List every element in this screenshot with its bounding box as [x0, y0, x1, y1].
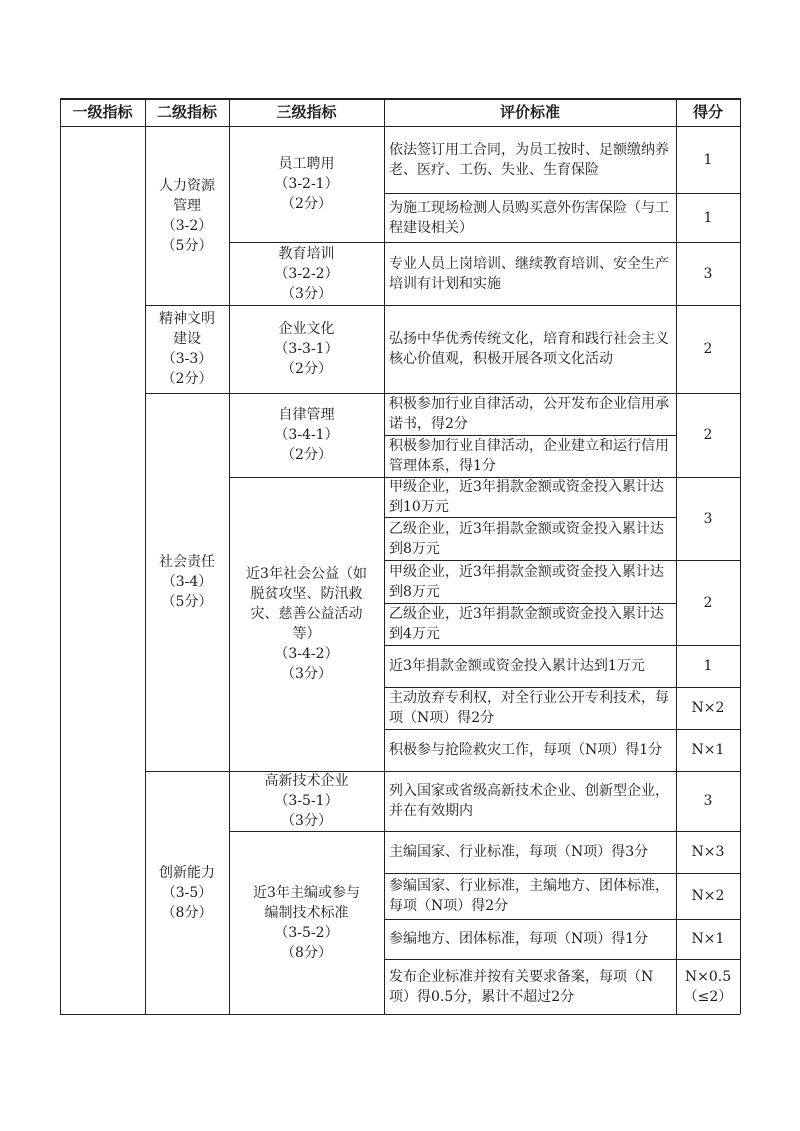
table-rule	[384, 477, 676, 478]
level3-cell	[229, 477, 384, 771]
table-rule	[676, 242, 740, 243]
level3-line: 等）	[292, 626, 321, 642]
table-rule	[229, 831, 384, 832]
criteria-cell	[384, 126, 676, 193]
table-rule	[229, 242, 384, 243]
level3-text	[253, 883, 360, 963]
level2-line: 精神文明	[159, 311, 215, 327]
table-rule	[60, 1014, 740, 1015]
level2-cell	[145, 126, 229, 305]
level3-line: （3-5-2）	[274, 924, 339, 941]
level3-line: （3-3-1）	[274, 341, 339, 357]
criteria-cell	[384, 919, 676, 959]
score-text	[684, 967, 733, 1007]
level3-text	[274, 319, 338, 379]
criteria-cell	[384, 959, 676, 1014]
score-line: N×1	[691, 742, 725, 758]
table-rule	[60, 98, 740, 100]
table-rule	[676, 645, 740, 646]
score-cell	[676, 729, 740, 771]
table-rule	[384, 193, 676, 194]
level2-text	[159, 309, 215, 389]
criteria-cell	[384, 560, 676, 603]
score-line: N×1	[691, 931, 725, 947]
table-rule	[676, 919, 740, 920]
table-rule	[384, 831, 676, 832]
level3-text	[265, 771, 349, 831]
level2-cell	[145, 393, 229, 771]
table-rule	[384, 919, 676, 920]
table-rule	[384, 959, 676, 960]
level1-cell	[60, 126, 145, 1014]
table-rule	[384, 603, 676, 604]
column-header	[384, 98, 676, 126]
score-text	[692, 842, 725, 862]
level3-cell	[229, 831, 384, 1014]
score-text	[704, 593, 713, 613]
level3-line: （3-4-1）	[274, 427, 339, 443]
level2-text	[159, 552, 215, 612]
table-rule	[229, 98, 230, 1014]
criteria-text: 发布企业标准并按有关要求备案，每项（N项）得0.5分，累计不超过2分	[389, 968, 654, 1005]
table-rule	[384, 771, 676, 772]
criteria-cell	[384, 687, 676, 729]
level3-cell	[229, 242, 384, 305]
score-cell	[676, 873, 740, 919]
level2-line: 创新能力	[159, 864, 215, 881]
level3-line: 自律管理	[278, 407, 335, 423]
table-rule	[676, 393, 740, 394]
table-rule	[229, 771, 384, 772]
score-line: 3	[703, 793, 713, 809]
level3-line: 灾、慈善公益活动	[250, 606, 363, 622]
criteria-text: 列入国家或省级高新技术企业、创新型企业，并在有效期内	[389, 783, 669, 819]
criteria-cell	[384, 603, 676, 645]
score-cell	[676, 919, 740, 959]
score-text	[704, 656, 713, 676]
score-line: 1	[703, 151, 713, 168]
level3-cell	[229, 771, 384, 831]
score-cell	[676, 193, 740, 242]
table-rule	[676, 560, 740, 561]
column-header	[229, 98, 384, 126]
score-text	[704, 425, 713, 445]
level2-line: （2分）	[161, 371, 213, 387]
criteria-text: 甲级企业，近3年捐款金额或资金投入累计达到10万元	[389, 479, 664, 515]
level2-text	[159, 176, 215, 256]
score-cell	[676, 477, 740, 560]
criteria-cell	[384, 477, 676, 517]
table-rule	[384, 560, 676, 561]
table-rule	[384, 242, 676, 243]
score-line: N×2	[691, 700, 725, 716]
score-text	[692, 740, 725, 760]
level3-line: （2分）	[281, 447, 332, 463]
level3-line: 编制技术标准	[264, 904, 349, 921]
level3-line: （8分）	[281, 944, 332, 961]
table-rule	[384, 517, 676, 518]
level3-line: （2分）	[281, 361, 332, 377]
table-rule	[145, 771, 229, 772]
level3-line: 脱贫攻坚、防汛救	[250, 586, 363, 602]
criteria-text: 乙级企业，近3年捐款金额或资金投入累计达到4万元	[389, 606, 664, 642]
criteria-cell	[384, 831, 676, 873]
table-rule	[384, 98, 385, 1014]
criteria-text: 积极参加行业自律活动，公开发布企业信用承诺书，得2分	[389, 396, 669, 432]
criteria-text: 积极参与抢险救灾工作，每项（N项）得1分	[389, 742, 663, 758]
score-cell	[676, 242, 740, 305]
score-line: 3	[703, 510, 713, 527]
table-rule	[676, 873, 740, 874]
level3-cell	[229, 305, 384, 393]
table-rule	[384, 873, 676, 874]
criteria-text: 乙级企业，近3年捐款金额或资金投入累计达到8万元	[389, 520, 664, 557]
level3-line: 近3年社会公益（如	[246, 566, 367, 582]
column-header-label: 二级指标	[156, 103, 217, 121]
criteria-cell	[384, 873, 676, 919]
column-header-label: 得分	[692, 103, 723, 121]
level3-line: （3分）	[281, 285, 332, 302]
table-rule	[676, 305, 740, 306]
table-rule	[384, 305, 676, 306]
table-rule	[384, 393, 676, 394]
table-rule	[384, 729, 676, 730]
score-cell	[676, 771, 740, 831]
level2-line: （5分）	[161, 237, 213, 254]
level3-line: （3-2-2）	[274, 265, 339, 282]
criteria-text: 积极参加行业自律活动，企业建立和运行信用管理体系，得1分	[389, 438, 669, 474]
column-header-label: 评价标准	[499, 103, 560, 121]
level3-line: 高新技术企业	[264, 773, 349, 789]
level3-text	[274, 154, 338, 214]
table-rule	[229, 305, 384, 306]
level2-line: （3-3）	[161, 351, 213, 367]
table-rule	[676, 687, 740, 688]
table-rule	[676, 98, 677, 1014]
score-text	[704, 264, 713, 284]
level3-line: 员工聘用	[278, 156, 335, 172]
table-rule	[145, 393, 229, 394]
level2-line: 建设	[173, 331, 201, 347]
criteria-cell	[384, 242, 676, 305]
table-rule	[384, 645, 676, 646]
table-rule	[384, 435, 676, 436]
criteria-text: 主编国家、行业标准，每项（N项）得3分	[389, 844, 649, 860]
level3-line: 近3年主编或参与	[253, 884, 360, 901]
level3-line: （3-2-1）	[274, 176, 339, 192]
table-rule	[384, 687, 676, 688]
score-line: N×3	[691, 844, 725, 860]
score-text	[704, 208, 713, 228]
table-rule	[676, 959, 740, 960]
level3-line: 企业文化	[278, 321, 335, 337]
score-line: 1	[703, 658, 713, 674]
level2-cell	[145, 305, 229, 393]
level3-cell	[229, 126, 384, 242]
table-rule	[60, 126, 740, 127]
criteria-cell	[384, 645, 676, 687]
score-cell	[676, 393, 740, 477]
score-cell	[676, 959, 740, 1014]
score-text	[704, 791, 713, 811]
table-rule	[740, 98, 741, 1014]
level2-line: （3-4）	[161, 574, 213, 590]
level2-line: （5分）	[161, 594, 213, 610]
criteria-cell	[384, 193, 676, 242]
level2-text	[159, 863, 215, 923]
level2-line: （3-5）	[161, 884, 213, 901]
level2-line: 社会责任	[159, 554, 215, 570]
score-text	[692, 698, 725, 718]
score-text	[692, 886, 725, 906]
criteria-cell	[384, 393, 676, 435]
criteria-cell	[384, 771, 676, 831]
level3-text	[274, 405, 338, 465]
level3-line: （2分）	[281, 196, 332, 212]
score-line: 3	[703, 265, 713, 282]
score-cell	[676, 305, 740, 393]
score-line: N×0.5	[684, 968, 732, 985]
column-header-label: 三级指标	[276, 103, 337, 121]
criteria-text: 弘扬中华优秀传统文化，培育和践行社会主义核心价值观，积极开展各项文化活动	[389, 331, 669, 367]
level3-line: （3-4-2）	[274, 646, 339, 662]
score-line: N×2	[691, 888, 725, 904]
score-text	[692, 929, 725, 949]
criteria-text: 近3年捐款金额或资金投入累计达到1万元	[389, 658, 645, 674]
criteria-cell	[384, 305, 676, 393]
criteria-cell	[384, 729, 676, 771]
level3-line: （3-5-1）	[274, 793, 339, 809]
criteria-text: 参编国家、行业标准，主编地方、团体标准，每项（N项）得2分	[389, 878, 669, 914]
score-cell	[676, 687, 740, 729]
level2-line: （8分）	[161, 904, 213, 921]
score-cell	[676, 560, 740, 645]
score-cell	[676, 831, 740, 873]
score-line: 2	[703, 341, 713, 357]
level3-line: （3分）	[281, 813, 332, 829]
criteria-text: 主动放弃专利权，对全行业公开专利技术，每项（N项）得2分	[389, 690, 669, 726]
level2-line: 管理	[173, 197, 201, 214]
table-rule	[676, 831, 740, 832]
level3-cell	[229, 393, 384, 477]
score-cell	[676, 126, 740, 193]
table-rule	[676, 477, 740, 478]
level3-line: （3分）	[281, 666, 332, 682]
level3-line: 教育培训	[278, 245, 335, 262]
table-rule	[145, 305, 229, 306]
criteria-cell	[384, 435, 676, 477]
column-header	[60, 98, 145, 126]
level2-line: （3-2）	[161, 217, 213, 234]
table-rule	[145, 98, 146, 1014]
score-line: 2	[703, 427, 713, 443]
score-line: 1	[703, 209, 713, 226]
table-rule	[676, 771, 740, 772]
criteria-text: 专业人员上岗培训、继续教育培训、安全生产培训有计划和实施	[389, 255, 669, 292]
criteria-cell	[384, 517, 676, 560]
criteria-text: 依法签订用工合同，为员工按时、足额缴纳养老、医疗、工伤、失业、生育保险	[389, 141, 669, 178]
level2-cell	[145, 771, 229, 1014]
score-text	[704, 339, 713, 359]
column-header	[145, 98, 229, 126]
table-rule	[229, 393, 384, 394]
table-rule	[676, 193, 740, 194]
table-rule	[60, 98, 61, 1014]
level3-text	[274, 244, 338, 304]
score-cell	[676, 645, 740, 687]
level2-line: 人力资源	[159, 177, 215, 194]
criteria-text: 为施工现场检测人员购买意外伤害保险（与工程建设相关）	[389, 199, 669, 236]
level3-text	[246, 564, 367, 684]
column-header	[676, 98, 740, 126]
score-text	[704, 150, 713, 170]
criteria-text: 参编地方、团体标准，每项（N项）得1分	[389, 931, 649, 947]
criteria-text: 甲级企业，近3年捐款金额或资金投入累计达到8万元	[389, 563, 664, 600]
score-line: （≤2）	[683, 988, 733, 1005]
table-rule	[676, 729, 740, 730]
table-rule	[229, 477, 384, 478]
score-line: 2	[703, 594, 713, 611]
score-text	[704, 509, 713, 529]
column-header-label: 一级指标	[72, 103, 133, 121]
